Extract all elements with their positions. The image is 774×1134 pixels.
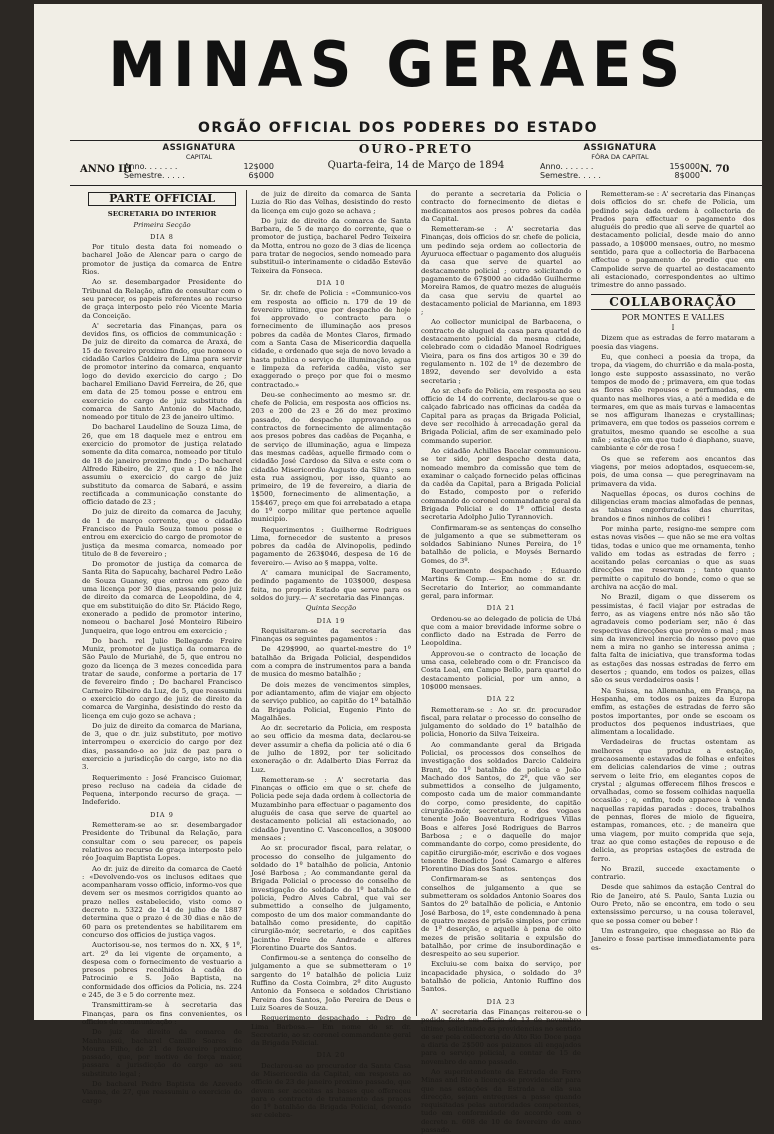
day-heading: DIA 9 <box>150 810 174 819</box>
day-heading: DIA 20 <box>316 1051 346 1060</box>
paragraph: Requerimento despachado : Eduardo Martins & Comp.— Em nome do sr. dr. Secretario do Interior, ao commandante geral, para informar. <box>421 567 581 600</box>
paragraph: Desde que sahimos da estação Central do Rio de Janeiro, até S. Paulo, Santa Luzia ou Ouro Preto, não se encontra, em todo o seu extensissimo percurso, u na cousa toleravel, que se possa comer ou beber ! <box>591 883 755 925</box>
paragraph: Remetteram-se : Ao sr. dr. procurador fiscal, para relatar o processo do conselho de julgamento do soldado do 1º batalhão de policia, Honorio da Silva Teixeira. <box>421 705 581 739</box>
subscription-outside-sub: FÓRA DA CAPITAL <box>591 153 649 161</box>
paragraph: Excluiu-se com baixa do serviço, por incapacidade physica, o soldado do 3º batalhão de policia, Antonio Ruffino dos Santos. <box>421 960 581 994</box>
newspaper-page <box>34 4 762 1134</box>
paragraph: Do bacharel Pedro Baptista de Azevedo Vianna, de 27, que reassumiu o exercicio do cargo <box>82 1079 242 1105</box>
paragraph: Do juiz de direito da comarca de Mariana, de 3, que o dr. juiz substituto, por motivo interrompeu o exercicio do cargo por dez dias, passando-o ao juiz de paz para o exercicio a jurisdicção do cargo, isto no dia 3. <box>82 721 242 772</box>
paragraph: No Brazil, succede exactamente o contrario. <box>591 864 755 882</box>
paragraph: Remetteram-se : A' secretaria das Finanças dois officios do sr. chefe de Policia, um pedindo seja dada ordem à collectoria de Prados para effectuar o pagamento dos aluguéis do predio que ali serve de quartel ao destacamento policial, desde maio do anno passado, a 10$000 mensaes, outro, no mesmo sentido, para que a collectoria de Barbacena effectue o pagamento do predio que em Campolide serve de quartel ao destacamento ali estacionado, correspondentes ao ultimo trimestre do anno passado. <box>591 190 755 290</box>
paragraph: Do bach. rel Julio Bellegarde Freire Muniz, promotor de justiça da comarca de São Paulo de Muriahé, de 5, que entrou no gozo da licença de 3 mezes concedida para tratar de saude, conforme a portaria de 17 de fevereiro findo ; Do bacharel Francisco Carneiro Ribeiro da Luz, de 5, que reassumiu o exercicio do cargo de juiz de direito da comarca de Varginha, desistindo do resto da licença em cujo gozo se achava ; <box>82 636 242 720</box>
paragraph: A' camara municipal de Sacramento, pedindo pagamento de 103$000, despesa feita, no proprio Estado que serve para os soldos do jury.— A' secretaria das Finanças. <box>251 569 411 602</box>
issue-number: N. 70 <box>700 164 730 175</box>
paragraph: Do juiz de direito da comarca de Jacuhy, de 1 de março corrente, que o cidadão Francisco de Paula Souza tomou posse e entrou em exercicio do cargo de promotor de justiça da mesma comarca, nomeado por titulo de 8 de fevereiro ; <box>82 508 242 558</box>
paragraph: Ao sr. chefe de Policia, em resposta ao seu officio de 14 do corrente, declarou-se que o calçado fabricado nas officinas da cadêa da Capital para as praças da Brigada Policial, deve ser recolhido à arrecadação geral da Brigada Policial, afim de ser examinado pelo commando superior. <box>421 386 581 445</box>
paragraph: Requerimento despachado : Pedro de Lima Barbosa.— Em nome do sr. dr. Secretario, ao sr. coronel commandante geral da Brigada Policial. <box>251 1014 411 1048</box>
paragraph: Confirmaram-se as sentenças dos conselhos de julgamento a que se submetteram os soldados Antonio Soares dos Santos do 2º batalhão de policia, e Antonio José Barbosa, do 1º, este condemnado à pena de quatro mezes de prisão simples, por crime de 1ª deserção, e aquelle à pena de oito mezes de prisão solitaria e expulsão do batalhão, por crime de insubordinação e desrespeito ao seu superior. <box>421 875 581 959</box>
price-value: 12$000 <box>243 162 274 171</box>
collaboration-heading: COLLABORAÇÃO <box>591 294 755 310</box>
paragraph: Approvou-se o contracto de locação de uma casa, celebrado com o dr. Francisco da Costa Leal, em Campo Bello, para quartel do destacamento policial, por um anno, a 10$000 mensaes. <box>421 649 581 691</box>
paragraph: Requisitaram-se da secretaria das Finanças os seguintes pagamentos : <box>251 626 411 644</box>
price-label: Semestre. . . . . <box>540 171 601 180</box>
paragraph: Um estrangeiro, que chegasse ao Rio de Janeiro e fosse partisse immediatamente para es- <box>591 926 755 952</box>
department-heading: SECRETARIA DO INTERIOR <box>107 210 217 219</box>
paragraph: A' secretaria das Finanças, para os devidos fins, os officios de communicação : De juiz de direito da comarca de Araxá, de 15 de fevereiro proximo findo, que nomeou o cidadão Carlos Caldeira de Lima para servir de promotor interino da comarca, enquanto logo do devido exercicio do cargo ; Do bacharel Emiliano David Ferreira, de 26, que em data de 25 tomou posse e entrou em exercicio do cargo de juiz substituto da comarca de Santo Antonio do Machado, nomeado por titulo de 23 de janeiro ultimo. <box>82 321 242 422</box>
subscription-capital-heading: ASSIGNATURA <box>162 143 236 153</box>
column-1 <box>82 190 242 1105</box>
newspaper-title: MINAS GERAES <box>108 28 688 101</box>
paragraph: Ao dr. secretario da Policia, em resposta ao seu officio da mesma data, declarou-se dever assumir a chefia da policia até o dia 6 de julho de 1892, por ter solicitado exoneração o dr. Adalberto Dias Ferraz da Luz. <box>251 724 411 774</box>
column-divider <box>586 190 587 1016</box>
paragraph: Ao sr. procurador fiscal, para relatar, o processo do conselho de julgamento do soldado do 1º batalhão de policia, Antonio José Barbosa ; Ao commandante geral da Brigada Policial o processo do conselho de investigação do soldado do 1º batalhão de policia, Pedro Alves Cabral, que vai ser submettido a conselho de julgamento, composto de um dos maior commandante do batalhão como presidente, do capitão cirurgião-mór, secretario, e dos capitães Jacintho Freire de Andrade e alferes Florentino Duarte dos Santos. <box>251 844 411 952</box>
paragraph: Ao cidadão Achilles Bacelar communicou-se ter sido, por despacho desta data, nomeado membro da comissão que tem de examinar o calçado fornecido pelas officinas da cadêa da Capital, para a Brigada Policial do Estado, composto por o referido commando do coronel commandante geral da Brigada Policial e do 1º official desta secretaria Adolpho Julio Tyrannovich. <box>421 446 581 522</box>
paragraph: de juiz de direito da comarca de Santa Luzia do Rio das Velhas, desistindo do resto da licença em cujo gozo se achava ; <box>251 190 411 215</box>
paragraph: Por titulo desta data foi nomeado o bacharel João de Alencar para o cargo de promotor de justiça da comarca de Entre Rios. <box>82 243 242 277</box>
paragraph: Dizem que as estradas de ferro mataram a poesia das viagens. <box>591 334 755 351</box>
paragraph: No Brazil, digam o que disserem os pessimistas, é facil viajar por estradas de ferro, as as viagens entre nós não são tão agradaveis como poderiam ser, não é das respectivas direcções que provêm o mal ; mas sim da invencivel inercia do nosso povo que nem a mira no ganho se interessa anima ; falta falta de iniciativa, que transforma todas as estações das nossas estradas de ferro em desertos ; quando, em todos os paizes, ellas são os seus verdadeiros oasis ! <box>591 593 755 685</box>
paragraph: Confirmou-se a sentença do conselho de julgamento a que se submetteram o 1º sargento do 1º batalhão de policia Luiz Ruffino da Costa Coimbra, 2º dito Augusto Antonio da Fonseca e soldados Christiano Pereira dos Santos, João Pereira de Deus e Luiz Soares de Souza. <box>251 954 411 1012</box>
paragraph: Naquellas épocas, os duros cochins de diligencias eram macias almofadas de pennas, as tabuas engorduradas das churritas, brandos e finos ninhos de colibri ! <box>591 489 755 523</box>
subscription-outside-heading: ASSIGNATURA <box>583 143 657 153</box>
price-label: Anno. . . . . . . <box>124 162 178 171</box>
paragraph: Ao commandante geral da Brigada Policial, os processos dos conselhos de investigação dos soldados Darcio Caldeira Brant, do 1º batalhão de policia e João Machado dos Santos, do 2º, que vão ser submettidos a conselho de julgamento, composto cada um de maior commandante do corpo, como presidente, do capitão cirurgião-mór, secretario, e dos vogaes tenente João Boaventura Rodrigues Villas Boas e alferes José Rodrigues de Barros Barbosa ; e o daquelle do major commandante do corpo, como presidente, do capitão cirurgião-mór, escrivão e dos vogaes tenente Benedicto José Camargo e alferes Florentino Dias dos Santos. <box>421 740 581 874</box>
paragraph: Ordenou-se ao delegado de policia de Ubá que com a maior brevidade informe sobre o conflicto dado na Estrada de Ferro de Leopoldina. <box>421 614 581 648</box>
article-title: POR MONTES E VALLES <box>621 312 725 322</box>
paragraph: Remetteram-se : A' secretaria das Finanças o officio em que o sr. chefe de Policia pede seja dada ordem à collectoria de Muzambinho para effectuar o pagamento dos aluguéis de casa que serve de quartel ao destacamento policial ali estacionado, ao cidadão Juventino C. Vasconcellos, a 30$000 mensaes ; <box>251 775 411 842</box>
paragraph: do perante a secretaria da Policia o contracto do fornecimento de dietas e medicamentos aos presos pobres da cadêa da Capital. <box>421 190 581 223</box>
paragraph: Auctorisou-se, nos termos do n. XX, § 1º, art. 2º da lei vigente de orçamento, a despesa com o fornecimento de vestuario a presos pobres recolhidos à cadêa do Patrocinio e S. João Baptista, na conformidade dos officios da Policia, ns. 224 e 245, de 3 e 5 do corrente mez. <box>82 941 242 1000</box>
paragraph: Remetteram-se : A' secretaria das Finanças, dois officios do sr. chefe de policia, um pedindo seja ordem ao collectoria de Ayuruoca effectuar o pagamento dos aluguéis da casa que serve de quartel ao destacamento policial ; outro solicitando o pagamento de 67$000 ao cidadão Guilherme Moreira Ramos, de quatro mezes de aluguéis da casa que serviu de quartel ao destacamento policial de Marianna, em 1893 ; <box>421 225 582 317</box>
paragraph: Por minha parte, resigno-me sempre com estas novas visões — que não se me era voltas tidas, todas e unico que me ornamenta, tenho valido em todas as estradas de ferro ; aceitando pelas cercanias o que as suas direcções me reservam ; tanto quanto permitte o capitulo do bonde, como o que se archiva na acção do mal. <box>591 524 755 592</box>
paragraph: Ao sr. desembargador Presidente do Tribunal da Relação, afim de consultar com o seu parecer, os papeis referentes ao recurso de graça interposto pelo réo Vicente Maria da Conceição. <box>82 278 242 320</box>
volume-label: ANNO III <box>80 164 133 175</box>
issue-date: Quarta-feira, 14 de Março de 1894 <box>327 160 505 171</box>
paragraph: Ao superintendente da Estrada de Ferro Minas and Rio a licença-se providenciar para que nas estações da Estrada a ella sua direcção, sejam entregues a passe quando requisitadas pelas autoridades competentes, tudo em conformidade do accordo com o decreto n. 608 de 10 de fevereiro do anno passado. <box>421 1067 581 1134</box>
paragraph: Ao collector municipal de Barbacena, o contracto de aluguel da casa para quartel do destacamento policial da mesma cidade, celebrado com o cidadão Manoel Rodrigues Vieira, para os fins dos artigos 30 e 39 do regulamento n. 102 de 1º de dezembro de 1892, devendo ser devolvido a esta secretaria ; <box>421 318 581 385</box>
paragraph: A' secretaria das Finanças reiterou-se o pedido feito em officio de 13 de novembro ultimo, solicitando as providencias no sentido de ser pela collectoria do Alto Rio Doce paga a diaria de 2$500 aos paizanos ali engajados para o serviço policial, a contar de 15 de novembro do anno passado. <box>421 1007 581 1066</box>
paragraph: Requerimentos : Guilherme Rodrigues Lima, fornecedor de sustento a presos pobres da cadêa de Alvinopolis, pedindo pagamento de 263$046, despesa de 16 de fevereiro.— Aviso ao § mappa, volte. <box>251 525 411 567</box>
paragraph: Na Suissa, na Allemanha, em França, na Hespanha, em todos os paizes da Europa emfim, as estações de estradas de ferro são postos importantes, por onde se escoam os productos dos pequenos industriaes, que alimentam a localidade. <box>591 686 755 737</box>
city-name: OURO-PRETO <box>358 142 474 156</box>
masthead-rule-bottom <box>70 185 762 186</box>
column-4 <box>591 190 755 1016</box>
paragraph: Do promotor de justiça da comarca de Santa Rita do Sapucahy, bacharel Pedro Leão de Souza Guaney, que entrou em gozo de uma licença por 30 dias, passando pelo juiz de direito da comarca de Leopoldina, de 4, que em substituição do dito Sr. Plácido Rego, exonerado a pedido de promotor interino, nomeou o bacharel José Monteiro Ribeiro Junqueira, que logo entrou em exercicio ; <box>82 560 242 635</box>
paragraph: De 429$990, ao quartel-mestre do 1º batalhão da Brigada Policial, despendidos com a compra de instrumentos para a banda de musica do mesmo batalhão ; <box>251 645 411 679</box>
paragraph: Deu-se conhecimento ao mesmo sr. dr. chefe de Policia, em resposta aos officios ns. 203 e 200 de 23 e 26 do mez proximo passado, do despacho approvando os contractos de fornecimento de alimentação aos presos pobres das cadêas de Peçanha, e de serviço de illuminação, agua e limpeza das mesmas cadêas, aquelle firmado com o cidadão José Cardoso da Silva e este com o cidadão Misericordio Augusto da Silva ; sem esta rua assignou, por isso, quanto ao primeiro, de 19 de fevereiro, a diaria de 1$500, fornecimento de alimentação, a 15$467, preço em que foi arrebatado a etapa do 1º corpo militar que pertence aquelle municipio. <box>251 390 411 524</box>
day-heading: DIA 19 <box>316 616 346 625</box>
paragraph: Requerimento : José Francisco Guiomar, preso recluso na cadeia da cidade de Pequena, interpondo recurso de graça. — Indeferido. <box>82 773 242 807</box>
subsection-heading: Primeira Secção <box>133 220 191 229</box>
paragraph: De dois mezes de vencimentos simples, por adiantamento, afim de viajar em objecto de serviço publico, ao capitão do 1º batalhão da Brigada Policial, Eugenio Pinto de Magalhães. <box>251 680 411 722</box>
price-value: 15$000 <box>669 162 700 171</box>
price-label: Anno. . . . . . . <box>540 162 594 171</box>
paragraph: Declarou-se ao procurador da Santa Casa de Misericordia da Capital, em resposta ao officio de 23 de janeiro proximo passado, que devem ser acceitas as bases que offereceu para o contracto de tratamento das praças do 1º batalhão da Brigada Policial, devendo ser celebra- <box>251 1061 411 1120</box>
column-2 <box>251 190 411 1120</box>
subscription-capital-sub: CAPITAL <box>185 153 213 161</box>
paragraph: Sr. dr. chefe de Policia : «Communico-vos em resposta ao officio n. 179 de 19 de fevereiro ultimo, que por despacho de hoje foi approvado o contracto para o fornecimento de illuminação aos presos pobres da cadêa de Montes Claros, firmado com a Santa Casa de Misericordia daquella cidade, e ordenado que seja de novo levado a hasta publica o serviço de illuminação, agua e limpeza da referida cadêa, visto ser exaggerado o preço por que foi o mesmo contractado.» <box>251 289 411 389</box>
paragraph: Transmittiram-se à secretaria das Finanças, para os fins convenientes, os officios de communicação : <box>82 1001 242 1026</box>
column-3 <box>421 190 582 1134</box>
paragraph: Ao dr. juiz de direito da comarca de Caeté : «Devolvendo-vos os inclusos editaes que acompanharam vosso officio, informo-vos que devem ser os mesmos corrigidos quanto ao prazo nelles estabelecido, visto como o decreto n. 5322 de 14 de julho de 1887 determina que o prazo é de 30 dias e não de 60 para os pretendentes se habilitarem em concurso dos officios de justiça vagos. <box>82 864 242 939</box>
column-divider <box>246 190 247 1016</box>
subsection-heading: Quinta Secção <box>305 604 357 613</box>
section-heading: PARTE OFFICIAL <box>88 192 236 206</box>
paragraph: Os que se referem aos encantos das viagens, por meios adoptados, esquecem-se, pois, de uma consa — que peregrinavam na primavera da vida. <box>591 454 755 488</box>
article-part-number: I <box>671 324 675 333</box>
dateline-bar <box>70 4 762 190</box>
day-heading: DIA 10 <box>316 278 346 287</box>
price-value: 6$000 <box>248 171 274 180</box>
column-divider <box>416 190 417 1016</box>
day-heading: DIA 22 <box>486 695 516 704</box>
paragraph: Do juiz de direito da comarca de Manhuassú, bacharel Camillo Soares de Moura Filho, de 21 de fevereiro proximo passado, que, por motivo de força maior, passara a jurisdicção do cargo ao seu substituto legal ; <box>82 1028 242 1078</box>
price-label: Semestre. . . . . <box>124 171 185 180</box>
paragraph: Confirmaram-se as sentenças do conselho de julgamento a que se submetteram os soldados Sabiniano Nunes Pereira, do 1º batalhão de policia, e Moysés Bernardo Gomes, do 3º. <box>421 523 581 565</box>
paragraph: Do juiz de direito da comarca de Santa Barbara, de 5 de março do corrente, que o promotor de justiça, bacharel Pedro Teixeira da Motta, entrou no gozo de 3 dias de licença para tratar de negocios, sendo nomeado para substituil-o interinamente o cidadão Estevão Teixeira da Fonseca. <box>251 216 411 275</box>
newspaper-subtitle: ORGÃO OFFICIAL DOS PODERES DO ESTADO <box>197 120 599 136</box>
price-value: 8$000 <box>674 171 700 180</box>
paragraph: Eu, que conheci a poesia da tropa, da tropa, da viagem, do churrião e da mala-posta, longo este supposto assassinato, no verão tempos de modo de ; primavera, em que todas as flores são repousos e perfumadas, em quanto nas melhores vias, a até a medida e de termares, em que as mais turvas e lamacentas se nos affiguram lhanezas e crystallinas; primavera, em que todos os passeios correm e gratuitos, mesmo quando se escolhe a sua mãe ; estação em que tudo é diaphano, suave, cambiante e côr de rosa ! <box>591 353 755 453</box>
day-heading: DIA 8 <box>150 232 174 241</box>
paragraph: Remetteram-se ao sr. desembargador Presidente do Tribunal da Relação, para consultar com o seu parecer, os papeis relativos ao recurso de graça interposto pelo réo Joaquim Baptista Lopes. <box>82 821 242 863</box>
day-heading: DIA 23 <box>486 997 516 1006</box>
paragraph: Do bacharel Laudelino de Souza Lima, de 26, que em 18 daquele mez e entrou em exercicio do promotor de justiça relatado somente da dita comarca, nomeado por titulo de 18 de janeiro proximo findo ; Do bacharel Alfredo Ribeiro, de 27, que a 1 e não lhe assumiu o exercicio do cargo de juiz substituto da comarca de Sabará, e assim rectificada a communicação constante do officio datado de 23 ; <box>82 423 242 507</box>
day-heading: DIA 21 <box>486 604 516 613</box>
paragraph: Verdadeiras de fructas ostentam as melhores que produz a estação, gracaosamente estavadas de folhas e enfeites em delicias calendarios de vime ; outras servem o leite frio, em elegantes copos de crystal ; algumas offerecem filhos frescos e orvalhadas, como se fossem colhidas naquella occasião ; e, enfim, todo apparece à venda naquellas rapidas paradas : doces, trabalhos de pennas, flores de miolo de figueira, estampas, romances, etc. ; de maneira que uma viagem, por muito comprida que seja, traz ao que como estações de repouso e de delicia, as proprias estações de estrada de ferro. <box>591 738 755 863</box>
